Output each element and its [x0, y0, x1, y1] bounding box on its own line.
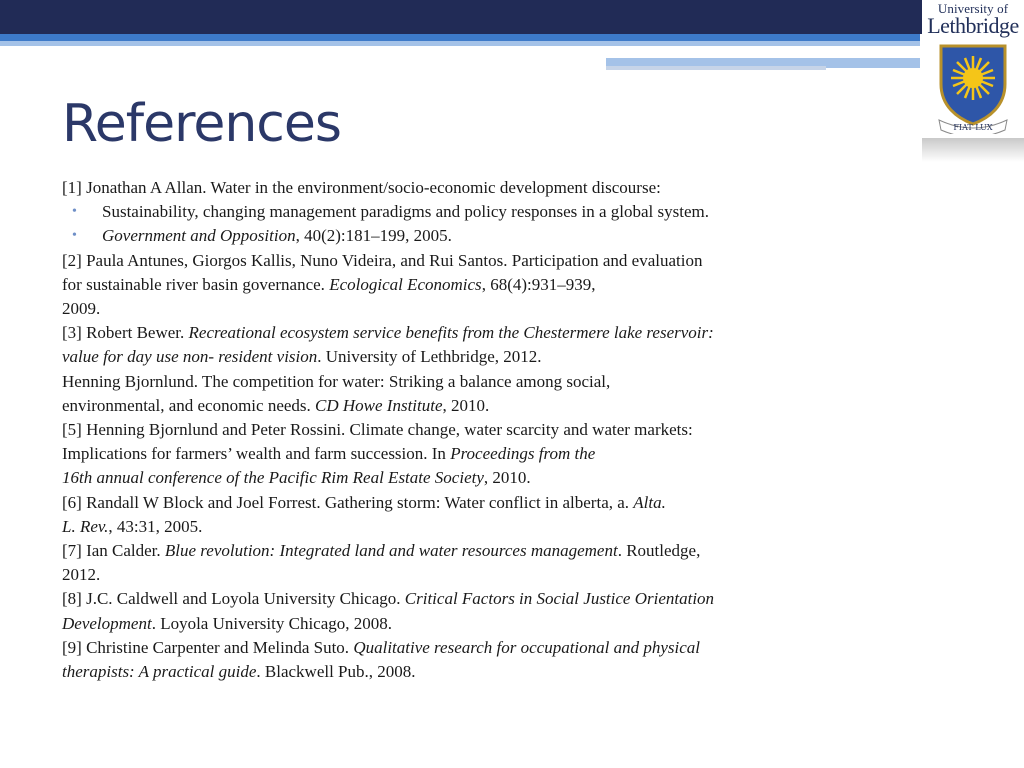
ref-5-line-2: Implications for farmers’ wealth and farm succession. In Proceedings from the	[62, 444, 596, 464]
page-title: References	[62, 94, 341, 154]
ref-5-line-1: [5] Henning Bjornlund and Peter Rossini. Climate change, water scarcity and water markets:	[62, 420, 693, 440]
ref-8-line-2: Development. Loyola University Chicago, 2008.	[62, 613, 393, 633]
ref-2-line-3: 2009.	[62, 299, 101, 319]
ref-7-line-2: 2012.	[62, 565, 101, 585]
logo-shadow	[922, 138, 1024, 162]
ref-3-line-2: value for day use non- resident vision. University of Lethbridge, 2012.	[62, 347, 542, 367]
ref-9-line-1: [9] Christine Carpenter and Melinda Suto. Qualitative research for occupational and physical	[62, 637, 701, 657]
ref-1-bullet-2: • Government and Opposition, 40(2):181–199, 2005.	[62, 224, 912, 248]
ref-7-line-1: [7] Ian Calder. Blue revolution: Integrated land and water resources management. Routledge,	[62, 541, 701, 561]
header-band-primary	[0, 34, 920, 46]
ref-2-line-2: for sustainable river basin governance. Ecological Economics, 68(4):931–939,	[62, 274, 596, 294]
university-logo	[922, 0, 1024, 138]
ref-3-line-1: [3] Robert Bewer. Recreational ecosystem service benefits from the Chestermere lake reservoir:	[62, 323, 714, 343]
top-bar	[0, 0, 1024, 34]
ref-4-line-2: environmental, and economic needs. CD Howe Institute, 2010.	[62, 395, 490, 415]
ref-8-line-1: [8] J.C. Caldwell and Loyola University Chicago. Critical Factors in Social Justice Orientation	[62, 589, 715, 609]
bullet-icon: •	[72, 204, 77, 220]
logo-line-2: Lethbridge	[927, 13, 1019, 38]
header-band-tertiary	[606, 66, 826, 70]
logo-motto: FIAT LUX	[953, 123, 993, 132]
ref-2-line-1: [2] Paula Antunes, Giorgos Kallis, Nuno Videira, and Rui Santos. Participation and evaluation	[62, 250, 703, 270]
ref-9-line-2: therapists: A practical guide. Blackwell Pub., 2008.	[62, 662, 416, 682]
ref-1-bullet-1: • Sustainability, changing management paradigms and policy responses in a global system.	[62, 200, 912, 224]
logo-line-1: University of	[937, 1, 1009, 16]
ref-1-line-1: [1] Jonathan A Allan. Water in the environment/socio-economic development discourse:	[62, 178, 661, 197]
ref-6-line-1: [6] Randall W Block and Joel Forrest. Gathering storm: Water conflict in alberta, a. Alta.	[62, 492, 666, 512]
bullet-icon: •	[72, 228, 77, 244]
ref-6-line-2: L. Rev., 43:31, 2005.	[62, 516, 203, 536]
university-crest-icon	[935, 40, 1011, 134]
ref-4-line-1: Henning Bjornlund. The competition for water: Striking a balance among social,	[62, 371, 611, 391]
ref-5-line-3: 16th annual conference of the Pacific Rim Real Estate Society, 2010.	[62, 468, 531, 488]
reference-list	[62, 176, 912, 684]
